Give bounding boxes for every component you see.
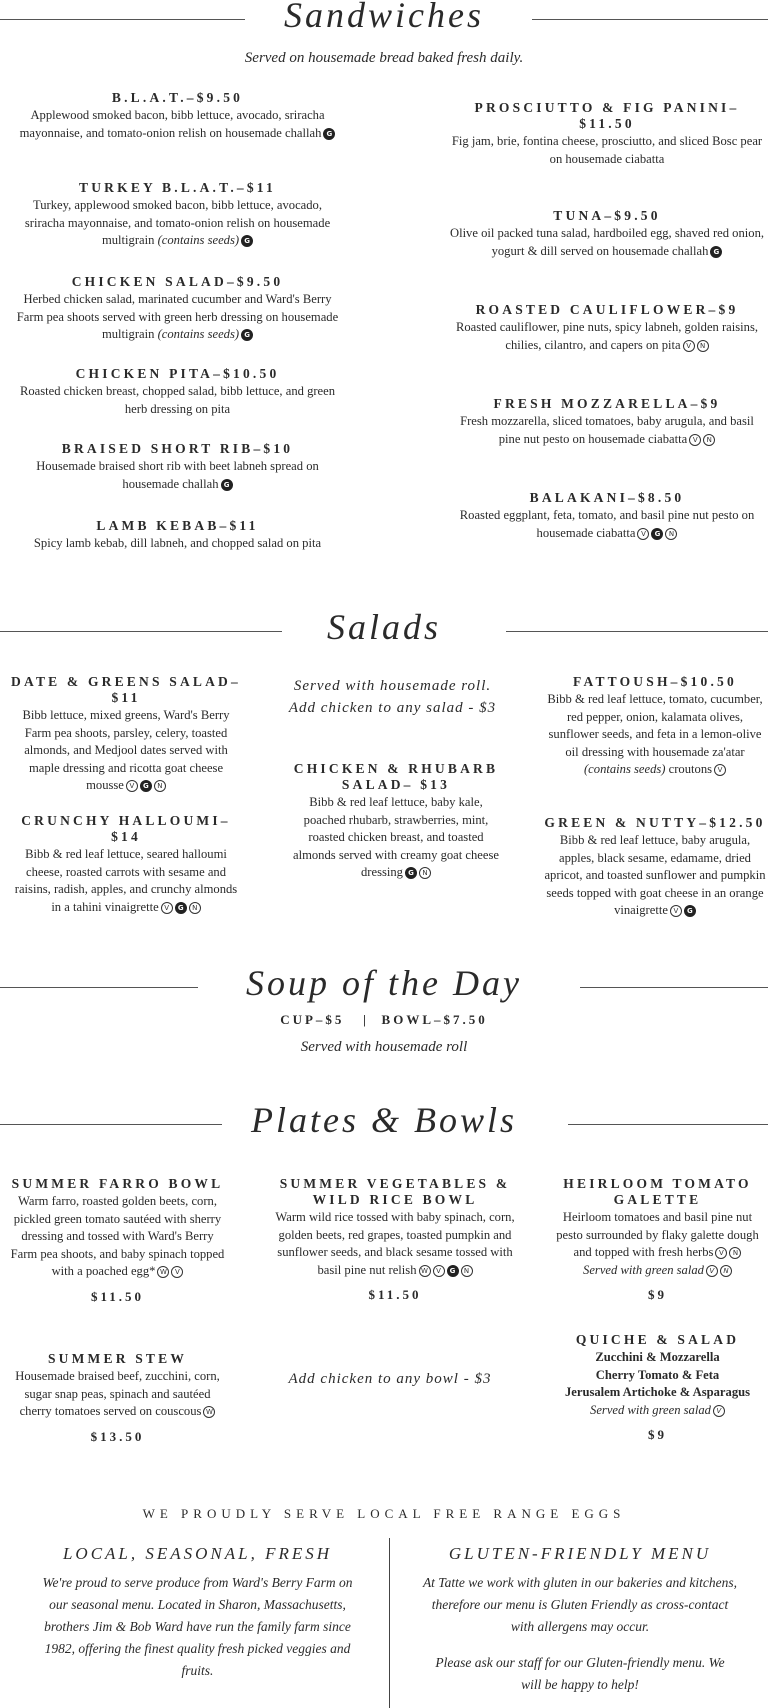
item-description-block [448,507,766,542]
divider [532,19,768,20]
item-description-block [15,197,340,250]
section-title-salads: Salads [309,606,459,648]
item-description: Roasted eggplant, feta, tomato, and basil pine nut pesto on housemade ciabatta [459,508,755,540]
gluten-icon: G [140,780,152,792]
item-description-block [448,225,766,260]
item-name: LAMB KEBAB–$11 [96,518,259,533]
item-description: Olive oil packed tuna salad, hardboiled egg, shaved red onion, yogurt & dill served on housemade challah [449,226,765,258]
footer-left-text: We're proud to serve produce from Ward's Berry Farm on our seasonal menu. Located in Sharon, Massachusetts, brothers Jim & Bob Ward have run the family farm since 1982, offering the finest quality fresh picked veggies and fruits. [42,1575,353,1678]
wheat-icon: W [157,1266,169,1278]
item-description: Housemade braised short rib with beet labneh spread on housemade challah [36,459,319,491]
item-name: GREEN & NUTTY–$12.50 [544,815,766,830]
menu-item [15,366,340,418]
vegetarian-icon: V [689,434,701,446]
item-description: Spicy lamb kebab, dill labneh, and chopped salad on pita [33,536,322,550]
menu-item [10,674,242,795]
item-name: CHICKEN SALAD–$9.50 [71,274,284,289]
item-price: $13.50 [90,1428,145,1444]
salad-note-line2: Add chicken to any salad - $3 [288,700,497,716]
item-price: $9 [648,1287,667,1302]
item-description: Housemade braised beef, zucchini, corn, sugar snap peas, spinach and sautéed cherry tomatoes served on couscous [15,1369,220,1418]
vegetarian-icon: V [714,764,726,776]
item-name: FRESH MOZZARELLA–$9 [493,396,721,411]
menu-item [10,813,242,916]
item-description-block [15,535,340,553]
vegetarian-icon: V [433,1265,445,1277]
gluten-icon: G [684,905,696,917]
footer-left [25,1544,370,1682]
footer-right-text-2: Please ask our staff for our Gluten-friendly menu. We will be happy to help! [435,1655,725,1692]
item-name: CHICKEN & RHUBARB SALAD– $13 [293,761,499,792]
item-price: $11.50 [90,1288,145,1304]
item-name: HEIRLOOM TOMATO GALETTE [563,1176,752,1207]
item-description: Fresh mozzarella, sliced tomatoes, baby arugula, and basil pine nut pesto on housemade ciabatta [460,414,754,446]
item-description-block [15,107,340,142]
vegetarian-icon: V [713,1405,725,1417]
menu-item [448,490,766,542]
item-description-block [15,383,340,418]
item-description: Warm wild rice tossed with baby spinach, corn, golden beets, red grapes, toasted pumpkin and sunflower seeds, and black sesame tossed with basil pine nut relish [275,1210,515,1277]
vegetarian-icon: V [171,1266,183,1278]
item-description-block [542,691,768,779]
gluten-icon: G [241,235,253,247]
item-price: $9 [648,1427,667,1442]
footer-right-text-1: At Tatte we work with gluten in our bakeries and kitchens, therefore our menu is Gluten Friendly as cross-contact with allergens may occur. [422,1575,738,1634]
divider [580,987,768,988]
menu-item [10,1351,225,1445]
item-description: Warm farro, roasted golden beets, corn, pickled green tomato sautéed with sherry dressing and tossed with Ward's Berry Farm pea shoots, and baby spinach topped with a poached egg* [10,1194,225,1278]
footer-divider [389,1538,390,1708]
divider [0,631,282,632]
add-chicken-bowl: Add chicken to any bowl - $3 [288,1371,492,1387]
vegetarian-icon: V [126,780,138,792]
menu-item [448,208,766,260]
item-note: (contains seeds) [583,762,666,776]
item-description-block [10,707,242,795]
item-description: Bibb & red leaf lettuce, baby kale, poached rhubarb, strawberries, mint, roasted chicken breast, and toasted almonds served with creamy goat cheese dressing [293,795,499,879]
item-description-block [448,133,766,168]
item-description-block [448,413,766,448]
item-side-note-block [550,1262,765,1280]
menu-item [10,1176,225,1305]
item-description-block [290,794,502,882]
divider [0,1124,222,1125]
item-description: Herbed chicken salad, marinated cucumber and Ward's Berry Farm pea shoots served with green herb dressing on housemade multigrain [16,292,339,341]
item-name: TUNA–$9.50 [553,208,661,223]
item-description-block [15,291,340,344]
menu-item [15,180,340,250]
item-description-block [275,1209,515,1279]
vegetarian-icon: V [637,528,649,540]
section-title-plates: Plates & Bowls [233,1099,535,1141]
divider [0,987,198,988]
item-description-block [10,846,242,916]
item-name: SUMMER FARRO BOWL [11,1176,224,1191]
sandwiches-subtitle: Served on housemade bread baked fresh daily. [244,50,524,66]
vegetarian-icon: V [706,1265,718,1277]
soup-note: Served with housemade roll [300,1039,468,1055]
menu-item [448,396,766,448]
menu-item [550,1332,765,1443]
section-title-sandwiches: Sandwiches [266,0,502,36]
gluten-icon: G [447,1265,459,1277]
item-description: Turkey, applewood smoked bacon, bibb lettuce, avocado, sriracha mayonnaise, and tomato-onion relish on housemade multigrain [24,198,331,247]
item-name: PROSCIUTTO & FIG PANINI–$11.50 [474,100,740,131]
nut-icon: N [461,1265,473,1277]
salad-note-line1: Served with housemade roll. [293,678,492,694]
menu-item [15,274,340,344]
nut-icon: N [419,867,431,879]
item-name: BRAISED SHORT RIB–$10 [61,441,294,456]
item-description: Heirloom tomatoes and basil pine nut pesto surrounded by flaky galette dough and topped with fresh herbs [556,1210,759,1259]
nut-icon: N [729,1247,741,1259]
wheat-icon: W [203,1406,215,1418]
vegetarian-icon: V [715,1247,727,1259]
nut-icon: N [697,340,709,352]
eggs-banner: WE PROUDLY SERVE LOCAL FREE RANGE EGGS [142,1506,626,1521]
menu-item [550,1176,765,1303]
gluten-icon: G [175,902,187,914]
footer-left-title: LOCAL, SEASONAL, FRESH [62,1544,333,1563]
item-description-block [448,319,766,354]
item-name: CRUNCHY HALLOUMI–$14 [21,813,231,844]
vegetarian-icon: V [161,902,173,914]
nut-icon: N [154,780,166,792]
gluten-icon: G [710,246,722,258]
item-description-block [10,1193,225,1281]
item-description-end: croutons [668,762,713,776]
item-option: Cherry Tomato & Feta [595,1367,720,1382]
menu-item [542,674,768,779]
gluten-icon: G [651,528,663,540]
item-name: SUMMER VEGETABLES & WILD RICE BOWL [279,1176,511,1207]
gluten-icon: G [221,479,233,491]
item-option: Zucchini & Mozzarella [595,1350,720,1364]
footer-right-title: GLUTEN-FRIENDLY MENU [448,1544,712,1563]
item-name: CHICKEN PITA–$10.50 [75,366,280,381]
vegetarian-icon: V [670,905,682,917]
gluten-icon: G [405,867,417,879]
item-side-note-block [550,1402,765,1420]
gluten-icon: G [323,128,335,140]
item-side-note: Served with green salad [590,1402,711,1417]
menu-item [275,1176,515,1303]
item-name: FATTOUSH–$10.50 [573,674,737,689]
item-name: ROASTED CAULIFLOWER–$9 [475,302,739,317]
soup-prices: CUP–$5 | BOWL–$7.50 [280,1012,488,1027]
item-option: Jerusalem Artichoke & Asparagus [564,1385,751,1399]
nut-icon: N [189,902,201,914]
section-title-soup: Soup of the Day [228,962,540,1004]
item-side-note: Served with green salad [583,1262,704,1277]
item-description-block [542,832,768,920]
menu-item [290,761,502,882]
item-description-block [15,458,340,493]
nut-icon: N [720,1265,732,1277]
item-name: QUICHE & SALAD [575,1332,740,1347]
item-description-block [10,1368,225,1421]
divider [506,631,768,632]
item-description: Fig jam, brie, fontina cheese, prosciutto, and sliced Bosc pear on housemade ciabatta [451,134,763,166]
item-note: (contains seeds) [157,233,240,247]
item-name: B.L.A.T.–$9.50 [111,90,244,105]
item-description: Bibb & red leaf lettuce, tomato, cucumber, red pepper, onion, kalamata olives, sunflower seeds, and feta in a lemon-olive oil dressing with housemade za'atar [547,692,763,759]
item-name: TURKEY B.L.A.T.–$11 [79,180,276,195]
menu-item [15,90,340,142]
menu-item [448,100,766,168]
item-description: Roasted cauliflower, pine nuts, spicy labneh, golden raisins, chilies, cilantro, and capers on pita [455,320,759,352]
item-name: BALAKANI–$8.50 [529,490,685,505]
item-description: Roasted chicken breast, chopped salad, bibb lettuce, and green herb dressing on pita [19,384,336,416]
nut-icon: N [703,434,715,446]
divider [0,19,245,20]
salad-note [265,675,520,719]
item-note: (contains seeds) [157,327,240,341]
item-description: Bibb lettuce, mixed greens, Ward's Berry Farm pea shoots, parsley, celery, toasted almonds, and Medjool dates served with maple dressing and ricotta goat cheese mousse [22,708,230,792]
menu-item [448,302,766,354]
menu-item [542,815,768,920]
item-name: SUMMER STEW [47,1351,188,1366]
item-description: Bibb & red leaf lettuce, seared halloumi cheese, roasted carrots with sesame and raisins, radish, apples, and crunchy almonds in a tahini vinaigrette [14,847,238,914]
item-description: Applewood smoked bacon, bibb lettuce, avocado, sriracha mayonnaise, and tomato-onion relish on housemade challah [19,108,325,140]
menu-item [15,441,340,493]
nut-icon: N [665,528,677,540]
item-description-block [550,1209,765,1262]
divider [568,1124,768,1125]
menu-item [15,518,340,553]
wheat-icon: W [419,1265,431,1277]
vegetarian-icon: V [683,340,695,352]
footer-right [410,1544,750,1696]
item-description: Bibb & red leaf lettuce, baby arugula, apples, black sesame, edamame, dried apricot, and toasted sunflower and pumpkin seeds topped with goat cheese in an orange vinaigrette [544,833,766,917]
gluten-icon: G [241,329,253,341]
item-name: DATE & GREENS SALAD–$11 [11,674,241,705]
item-price: $11.50 [368,1287,422,1302]
